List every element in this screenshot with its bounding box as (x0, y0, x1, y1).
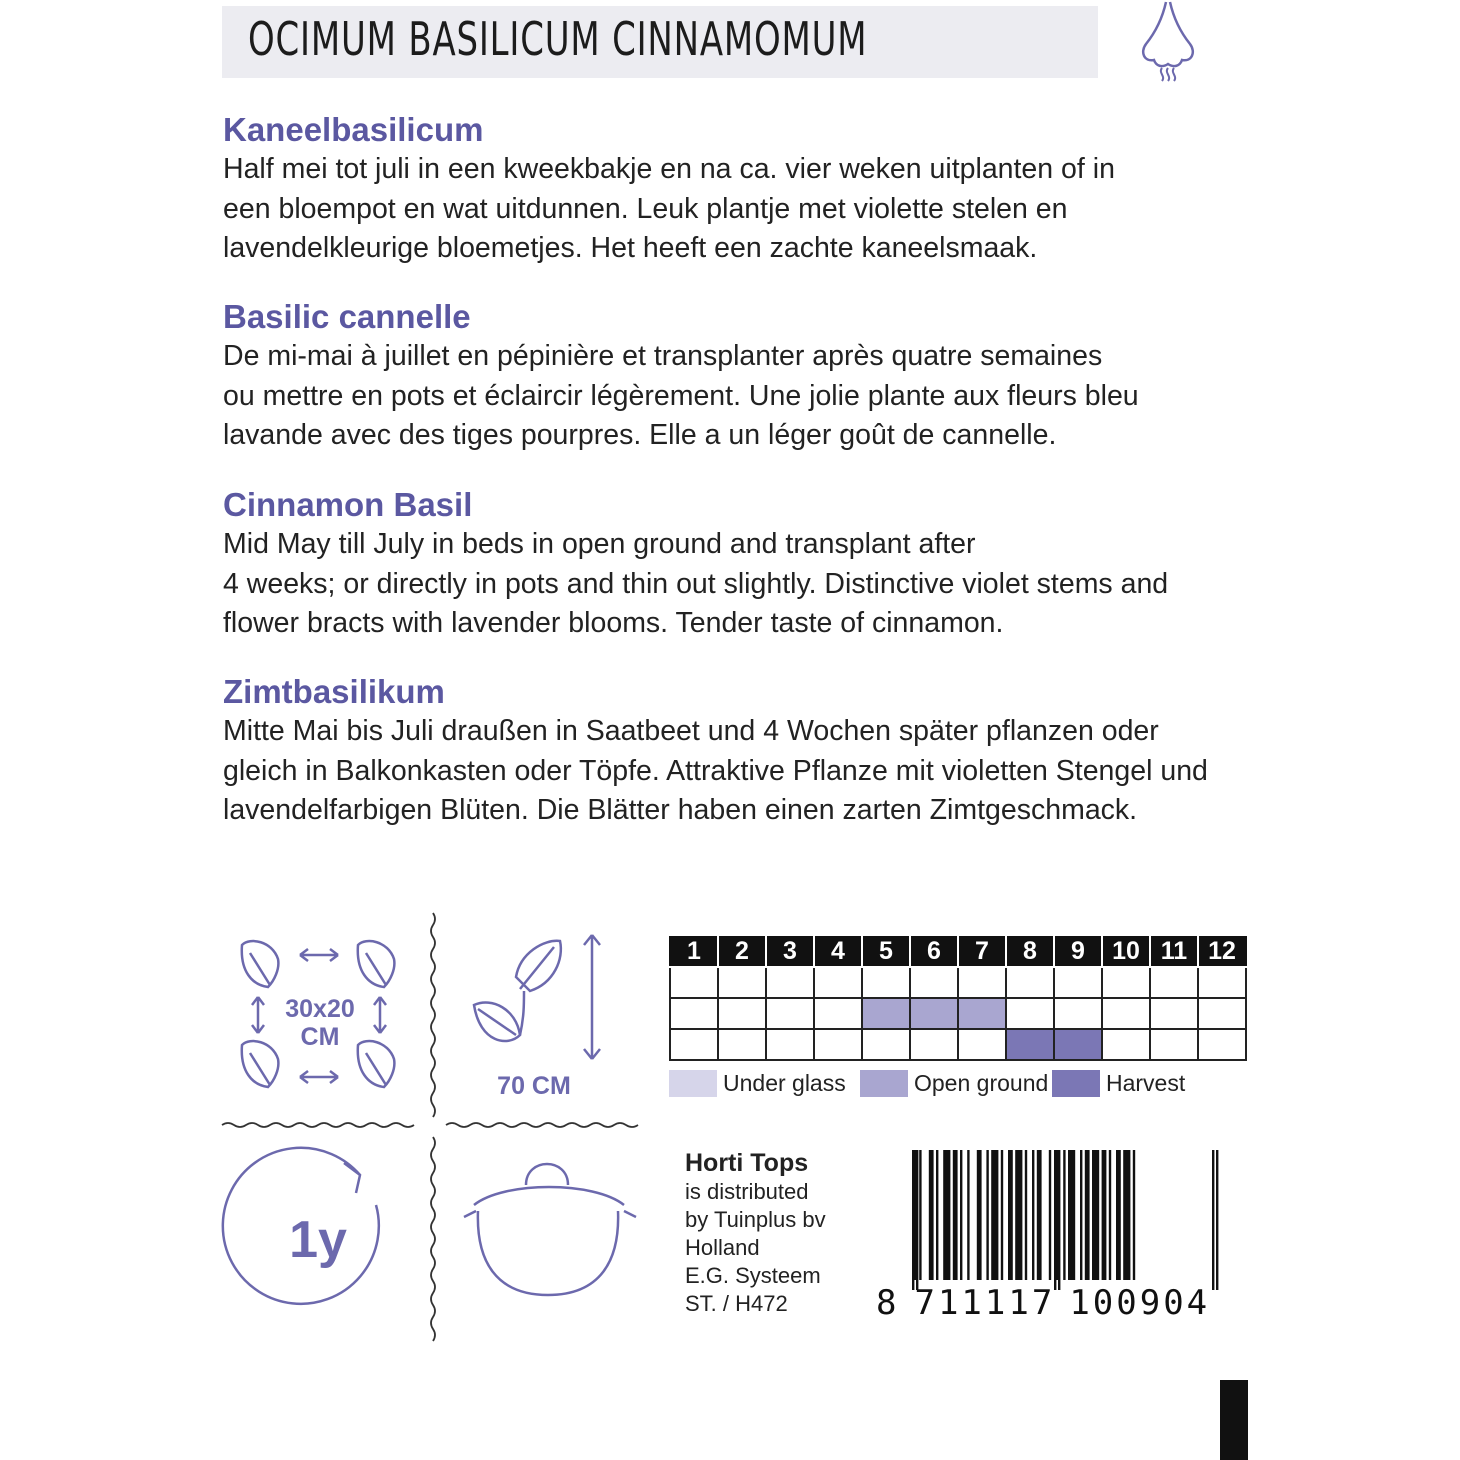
month-6: 6 (910, 936, 958, 967)
barcode-bar (1049, 1150, 1051, 1280)
calendar-cell (1198, 967, 1246, 998)
calendar-cell (1054, 967, 1102, 998)
barcode-bar (1133, 1150, 1135, 1280)
legend-swatch (669, 1070, 717, 1097)
barcode-bar (991, 1150, 998, 1280)
barcode-bar (1116, 1150, 1121, 1280)
wavy-divider-vertical-icon (431, 913, 435, 1117)
month-2: 2 (718, 936, 766, 967)
wavy-divider-horizontal-icon (222, 1123, 414, 1127)
calendar-cell (670, 1029, 718, 1060)
latin-name: OCIMUM BASILICUM CINNAMOMUM (248, 12, 868, 66)
calendar-cell (718, 967, 766, 998)
section-heading: Basilic cannelle (223, 298, 471, 335)
text-line: 4 weeks; or directly in pots and thin out slightly. Distinctive violet stems and (223, 567, 1169, 600)
barcode-bar (1063, 1150, 1065, 1280)
distributor-line: ST. / H472 (685, 1291, 788, 1316)
legend-harvest (1052, 1070, 1185, 1097)
section-heading: Kaneelbasilicum (223, 111, 484, 148)
barcode-icon (876, 1150, 1248, 1290)
month-9: 9 (1054, 936, 1102, 967)
text-line: lavande avec des tiges pourpres. Elle a un léger goût de cannelle. (223, 419, 1057, 451)
barcode-bar (1092, 1150, 1099, 1280)
section-text (223, 150, 1247, 269)
barcode-guard-bar (1212, 1150, 1214, 1290)
legend-swatch (1052, 1070, 1100, 1097)
barcode-bar (1109, 1150, 1111, 1280)
legend-label: Harvest (1106, 1070, 1186, 1096)
text-line: lavendelkleurige bloemetjes. Het heeft een zachte kaneelsmaak. (223, 232, 1038, 264)
height-text: 70 CM (497, 1072, 571, 1100)
barcode-bar (1015, 1150, 1022, 1280)
calendar-cell (910, 998, 958, 1029)
text-line: Mitte Mai bis Juli draußen in Saatbeet und 4 Wochen später pflanzen oder (223, 715, 1159, 747)
calendar-cell (766, 998, 814, 1029)
calendar-cell (958, 1029, 1006, 1060)
calendar-cell (862, 1029, 910, 1060)
section-french (223, 297, 1247, 456)
barcode-right-digits: 100904 (1069, 1283, 1211, 1323)
calendar-cell (1102, 967, 1150, 998)
calendar-cell (1150, 998, 1198, 1029)
barcode-guard-bar (1216, 1150, 1218, 1290)
barcode-bar (1068, 1150, 1075, 1280)
calendar-cell (958, 967, 1006, 998)
barcode-guard-bar (916, 1150, 918, 1290)
nose-smell-icon (1132, 0, 1204, 95)
calendar-cell (1006, 998, 1054, 1029)
barcode-bar (977, 1150, 982, 1280)
distributor-line: Holland (685, 1235, 760, 1260)
calendar-cell (1054, 998, 1102, 1029)
calendar-cell (910, 1029, 958, 1060)
barcode-bar (1080, 1150, 1082, 1280)
spacing-text-1: 30x20 (285, 995, 355, 1023)
barcode-bar (1008, 1150, 1013, 1280)
cooking-pot-icon (464, 1164, 636, 1295)
barcode-bar (1037, 1150, 1042, 1280)
calendar-row-under-glass (670, 967, 1246, 998)
spacing-text-2: CM (300, 1023, 340, 1051)
legend-label: Open ground (914, 1070, 1049, 1096)
text-line: flower bracts with lavender blooms. Tender taste of cinnamon. (223, 607, 1004, 639)
calendar-cell (1150, 1029, 1198, 1060)
legend-open-ground (860, 1070, 1048, 1097)
month-4: 4 (814, 936, 862, 967)
cut-mark (1220, 1380, 1248, 1460)
section-heading: Zimtbasilikum (223, 673, 445, 710)
barcode-guard-bar (1054, 1150, 1056, 1290)
legend-under-glass (669, 1070, 846, 1097)
calendar-cell (958, 998, 1006, 1029)
distributor-line: E.G. Systeem (685, 1263, 821, 1288)
month-7: 7 (958, 936, 1006, 967)
barcode-bar (1001, 1150, 1003, 1280)
barcode-bar (960, 1150, 962, 1280)
section-english (223, 485, 1247, 644)
barcode-bar (1032, 1150, 1034, 1280)
barcode-bar (967, 1150, 969, 1280)
barcode-bar (919, 1150, 921, 1280)
wavy-divider-horizontal-icon (446, 1123, 638, 1127)
calendar-cell (814, 1029, 862, 1060)
calendar-cell (1054, 1029, 1102, 1060)
section-dutch (223, 110, 1247, 269)
month-11: 11 (1150, 936, 1198, 967)
barcode-guard-bar (1058, 1150, 1060, 1290)
month-10: 10 (1102, 936, 1150, 967)
sowing-calendar (669, 936, 1247, 1061)
text-line: Mid May till July in beds in open ground and transplant after (223, 528, 976, 560)
text-line: lavendelfarbigen Blüten. Die Blätter haben einen zarten Zimtgeschmack. (223, 794, 1138, 826)
legend-swatch (860, 1070, 908, 1097)
barcode-guard-bar (912, 1150, 914, 1290)
calendar-cell (1006, 1029, 1054, 1060)
section-text (223, 712, 1247, 831)
calendar-row-harvest (670, 1029, 1246, 1060)
calendar-cell (862, 967, 910, 998)
month-3: 3 (766, 936, 814, 967)
section-text (223, 337, 1247, 456)
month-5: 5 (862, 936, 910, 967)
month-1: 1 (670, 936, 718, 967)
calendar-row-open-ground (670, 998, 1246, 1029)
lifecycle-text: 1y (289, 1211, 347, 1269)
month-8: 8 (1006, 936, 1054, 967)
text-line: ou mettre en pots et éclaircir légèrement. Une jolie plante aux fleurs bleu (223, 379, 1139, 412)
calendar-cell (670, 967, 718, 998)
section-german (223, 672, 1247, 831)
barcode-bar (986, 1150, 988, 1280)
legend-label: Under glass (723, 1070, 846, 1096)
calendar-cell (814, 998, 862, 1029)
calendar-header-row (670, 936, 1246, 967)
calendar-cell (766, 967, 814, 998)
barcode-bar (936, 1150, 938, 1280)
calendar-cell (1198, 998, 1246, 1029)
text-line: een bloempot en wat uitdunnen. Leuk plantje met violette stelen en (223, 192, 1068, 225)
section-heading: Cinnamon Basil (223, 486, 473, 523)
icon-grid (220, 905, 650, 1345)
text-line: De mi-mai à juillet en pépinière et transplanter après quatre semaines (223, 340, 1103, 372)
month-12: 12 (1198, 936, 1246, 967)
barcode-bar (929, 1150, 934, 1280)
plant-height-icon (474, 935, 600, 1059)
distributor-line: is distributed (685, 1179, 809, 1204)
calendar-cell (1102, 998, 1150, 1029)
calendar-cell (766, 1029, 814, 1060)
barcode-bar (943, 1150, 950, 1280)
barcode-bar (1025, 1150, 1027, 1280)
calendar-cell (1006, 967, 1054, 998)
text-line: gleich in Balkonkasten oder Töpfe. Attraktive Pflanze mit violetten Stengel und (223, 754, 1208, 787)
barcode-bar (1102, 1150, 1107, 1280)
calendar-cell (1102, 1029, 1150, 1060)
distributor-line: by Tuinplus bv (685, 1207, 826, 1232)
barcode-digits (876, 1283, 1210, 1323)
barcode-left-digits: 711117 (914, 1283, 1056, 1323)
calendar-cell (814, 967, 862, 998)
calendar-cell (862, 998, 910, 1029)
text-line: Half mei tot juli in een kweekbakje en na ca. vier weken uitplanten of in (223, 153, 1115, 185)
calendar-cell (718, 1029, 766, 1060)
calendar-cell (670, 998, 718, 1029)
calendar-cell (1150, 967, 1198, 998)
calendar-cell (1198, 1029, 1246, 1060)
distributor-info (685, 1148, 826, 1318)
barcode-bar (1123, 1150, 1130, 1280)
section-text (223, 525, 1247, 644)
wavy-divider-vertical-icon (431, 1137, 435, 1341)
barcode-bar (953, 1150, 958, 1280)
calendar-cell (910, 967, 958, 998)
barcode-first-digit: 8 (876, 1283, 897, 1323)
brand-name: Horti Tops (685, 1149, 809, 1177)
barcode-bar (1085, 1150, 1090, 1280)
calendar-cell (718, 998, 766, 1029)
